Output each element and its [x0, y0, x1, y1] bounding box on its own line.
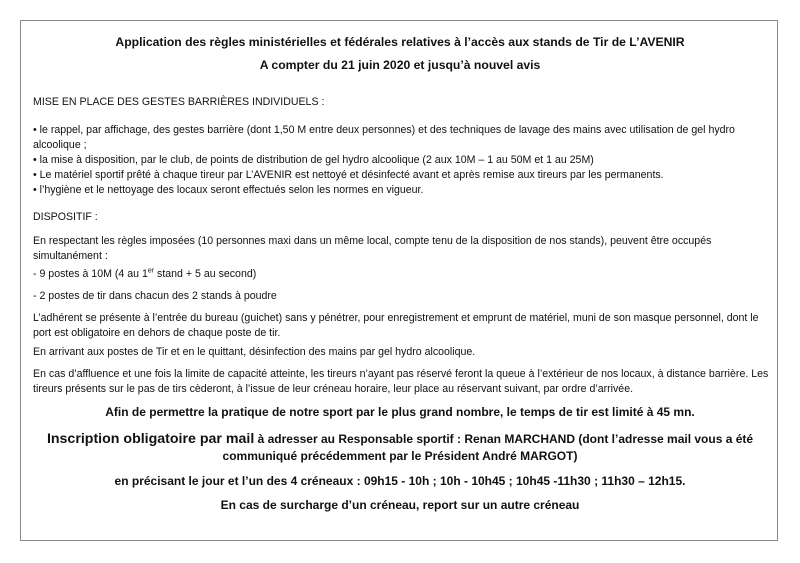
dispositif-item-poudre: - 2 postes de tir dans chacun des 2 stands à poudre — [33, 290, 277, 302]
gestes-list — [33, 123, 773, 198]
list-item: • l’hygiène et le nettoyage des locaux seront effectués selon les normes en vigueur. — [33, 184, 424, 196]
list-item: • Le matériel sportif prêté à chaque tireur par L’AVENIR est nettoyé et désinfecté avant et après remise aux tireurs par les permanents. — [33, 169, 664, 181]
page-subtitle: A compter du 21 juin 2020 et jusqu’à nouvel avis — [259, 58, 541, 72]
list-item: • la mise à disposition, par le club, de points de distribution de gel hydro alcoolique (2 aux 10M – 1 au 50M et 1 au 25M) — [33, 154, 594, 166]
paragraph-adherent: L’adhérent se présente à l’entrée du bureau (guichet) sans y pénétrer, pour enregistrement et emprunt de matériel, muni de son masque personnel, dont le port est obligatoire en dehors de chaque poste de tir. — [33, 312, 759, 339]
notice-surcharge: En cas de surcharge d’un créneau, report sur un autre créneau — [220, 498, 580, 512]
inscription-emphasis: Inscription obligatoire par mail — [46, 431, 255, 447]
notice-time-limit: Afin de permettre la pratique de notre sport par le plus grand nombre, le temps de tir est limité à 45 mn. — [105, 405, 695, 419]
paragraph-affluence: En cas d’affluence et une fois la limite de capacité atteinte, les tireurs n’ayant pas réservé feront la queue à l’extérieur de nos locaux, à distance barrière. Les tireurs présents sur le pas de tirs cèderont, à l’issue de leur créneau horaire, leur place au réservant suivant, par ordre d’arrivée. — [33, 368, 769, 395]
dispositif-intro: En respectant les règles imposées (10 personnes maxi dans un même local, compte tenu de la disposition de nos stands), peuvent être occupés simultanément : — [33, 235, 712, 262]
notice-creneaux: en précisant le jour et l’un des 4 créneaux : 09h15 - 10h ; 10h - 10h45 ; 10h45 -11h30 ; 11h30 – 12h15. — [114, 474, 686, 488]
section-heading-dispositif: DISPOSITIF : — [33, 211, 98, 223]
dispositif-item-10m: - 9 postes à 10M (4 au 1er stand + 5 au second) — [33, 267, 257, 280]
section-heading-gestes: MISE EN PLACE DES GESTES BARRIÈRES INDIVIDUELS : — [33, 96, 325, 108]
notice-inscription: Inscription obligatoire par mail à adresser au Responsable sportif : Renan MARCHAND (dont l’adresse mail vous a été communiqué précédemment par le Président André MARGOT) — [46, 431, 754, 463]
paragraph-arrivant: En arrivant aux postes de Tir et en le quittant, désinfection des mains par gel hydro alcoolique. — [33, 346, 476, 358]
list-item: • le rappel, par affichage, des gestes barrière (dont 1,50 M entre deux personnes) et des techniques de lavage des mains avec utilisation de gel hydro alcoolique ; — [33, 124, 735, 151]
page-title: Application des règles ministérielles et fédérales relatives à l’accès aux stands de Tir de L’AVENIR — [115, 35, 685, 49]
